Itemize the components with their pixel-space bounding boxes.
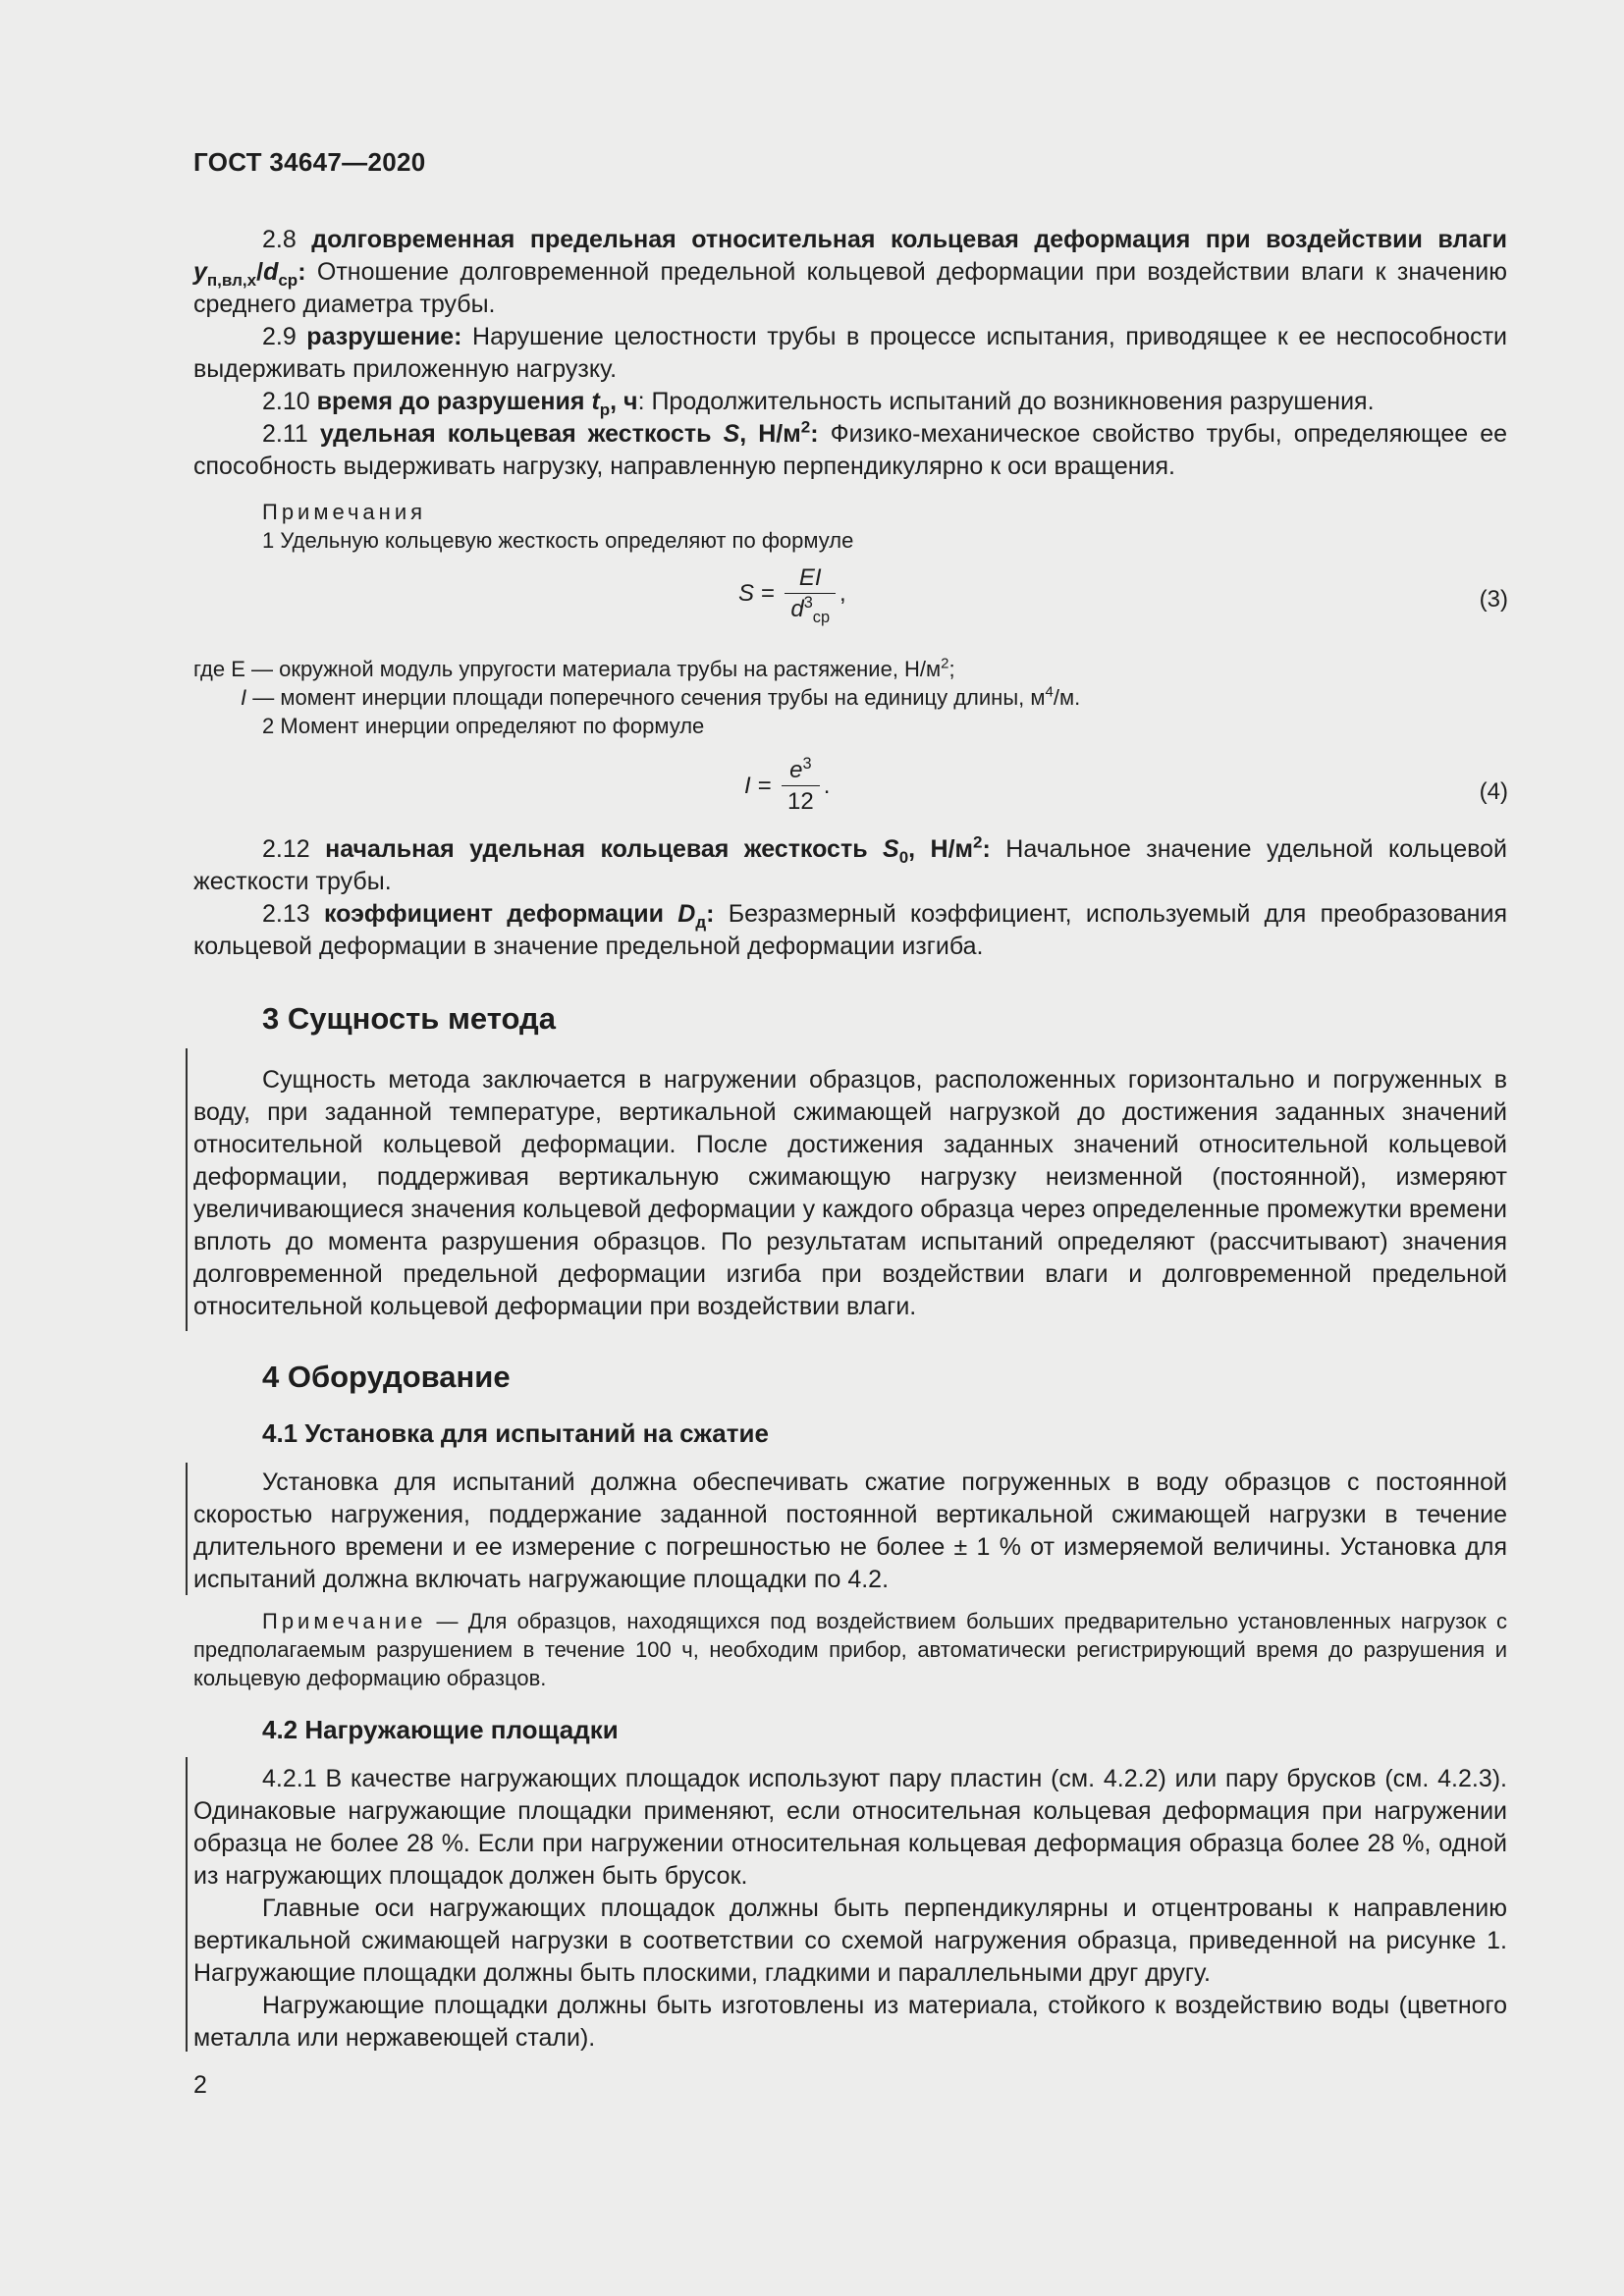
change-bar [186,1757,188,2052]
formula-3: S = $\frac{EI}{d^3_{ср}}$ , [738,564,846,626]
section-4-1-heading: 4.1 Установка для испытаний на сжатие [262,1418,769,1448]
section-4-2-1-paragraph: 4.2.1 В качестве нагружающих площадок используют пару пластин (см. 4.2.2) или пару брусков (см. 4.2.3). Одинаковые нагружающие площадки применяют, если относительная кольцевая деформация при нагружении образца не более 28 %. Если при нагружении относительная кольцевая деформация образца более 28 %, одной из нагружающих площадок должен быть брусок. [193,1765,1507,1890]
note-2: 2 Момент инерции определяют по формуле [262,714,705,738]
where-e: где E — окружной модуль упругости материала трубы на растяжение, $Н/м^2$; [193,655,955,681]
notes-block [193,498,1507,555]
section-4-2-1-paragraph-3: Нагружающие площадки должны быть изготовлены из материала, стойкого к воздействию воды (цветного металла или нержавеющей стали). [193,1992,1507,2052]
section-4-1-body [193,1467,1507,1596]
definition-2-13: 2.13 коэффициент деформации $D_д$: Безразмерный коэффициент, используемый для преобразования кольцевой деформации в значение предельной деформации изгиба. [193,900,1507,960]
section-4-2-1-paragraph-2: Главные оси нагружающих площадок должны быть перпендикулярны и отцентрованы к направлению вертикальной сжимающей нагрузки в соответствии со схемой нагружения образца, приведенной на рисунке 1. Нагружающие площадки должны быть плоскими, гладкими и параллельными друг другу. [193,1895,1507,1987]
definition-2-8: 2.8 долговременная предельная относительная кольцевая деформация при воздействии влаги $y_{п,вл,x}/d_{ср}$: Отношение долговременной предельной кольцевой деформации при воздействии влаги к значению среднего диаметра трубы. [193,226,1508,318]
definition-2-11: 2.11 удельная кольцевая жесткость S, $Н/м^2$: Физико-механическое свойство трубы, определяющее ее способность выдерживать нагрузку, направленную перпендикулярно к оси вращения. [193,417,1508,480]
definitions-block-1 [193,224,1507,483]
formula-4: I = $\frac{e^3}{12}$ . [744,755,831,815]
change-bar [186,1048,188,1331]
document-header: ГОСТ 34647—2020 [193,147,426,177]
section-4-1-paragraph: Установка для испытаний должна обеспечивать сжатие погруженных в воду образцов с постоянной скоростью нагружения, поддержание заданной постоянной вертикальной сжимающей нагрузки в течение длительного времени и ее измерение с погрешностью не более ± 1 % от измеряемой величины. Установка для испытаний должна включать нагружающие площадки по 4.2. [193,1468,1507,1593]
section-3-heading: 3 Сущность метода [262,1001,556,1036]
section-4-1-note: Примечание — Для образцов, находящихся под воздействием больших предварительно установленных нагрузок с предполагаемым разрушением в течение 100 ч, необходим прибор, автоматически регистрирующий время до разрушения и кольцевую деформацию образцов. [193,1609,1507,1690]
notes-where-block [193,655,1507,740]
definition-2-9: 2.9 разрушение: Нарушение целостности трубы в процессе испытания, приводящее к ее неспособности выдерживать приложенную нагрузку. [193,323,1507,383]
definitions-block-2 [193,833,1507,963]
change-bar [186,1463,188,1595]
section-4-heading: 4 Оборудование [262,1360,511,1394]
where-i: I — момент инерции площади поперечного сечения трубы на единицу длины, $м^4/м$. [241,683,1081,710]
note-1: 1 Удельную кольцевую жесткость определяют по формуле [262,528,854,553]
notes-title: Примечания [262,500,427,524]
formula-3-number: (3) [1479,586,1508,613]
definition-2-10: 2.10 время до разрушения $t_р$, ч: Продолжительность испытаний до возникновения разрушения. [262,388,1375,419]
section-4-2-heading: 4.2 Нагружающие площадки [262,1715,619,1744]
formula-4-number: (4) [1479,778,1508,805]
section-4-2-body [193,1763,1507,2055]
section-3-body [193,1064,1507,1323]
definition-2-12: 2.12 начальная удельная кольцевая жесткость $S_0$, $Н/м^2$: Начальное значение удельной кольцевой жесткости трубы. [193,832,1507,895]
page-number: 2 [193,2071,207,2099]
section-3-paragraph: Сущность метода заключается в нагружении образцов, расположенных горизонтально и погруженных в воду, при заданной температуре, вертикальной сжимающей нагрузкой до достижения заданных значений относительной кольцевой деформации. После достижения заданных значений относительной кольцевой деформации, поддерживая вертикальную сжимающую нагрузку неизменной (постоянной), измеряют увеличивающиеся значения кольцевой деформации у каждого образца через определенные промежутки времени вплоть до момента разрушения образцов. По результатам испытаний определяют (рассчитывают) значения долговременной предельной деформации изгиба при воздействии влаги и долговременной предельной относительной кольцевой деформации при воздействии влаги. [193,1066,1507,1320]
